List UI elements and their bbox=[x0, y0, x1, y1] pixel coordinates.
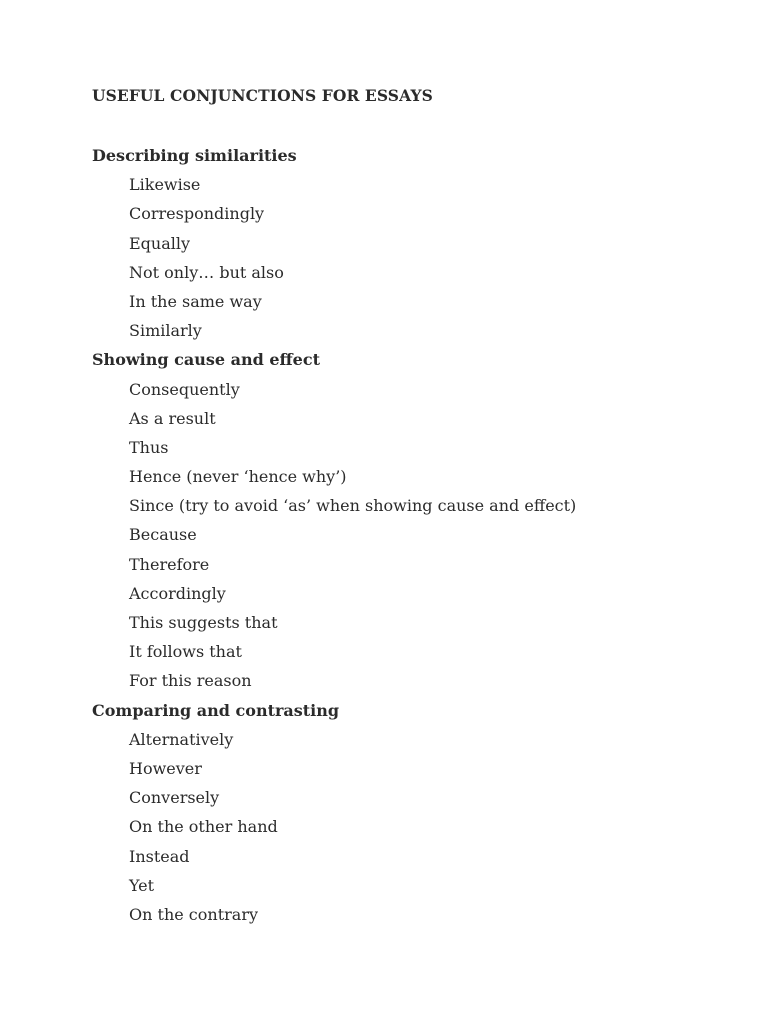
list-item: However bbox=[129, 758, 202, 778]
list-item: Similarly bbox=[129, 321, 202, 341]
list-item: Hence (never ‘hence why’) bbox=[129, 467, 347, 487]
list-item: For this reason bbox=[129, 671, 252, 691]
list-item: Since (try to avoid ‘as’ when showing cause and effect) bbox=[129, 496, 577, 516]
list-item: This suggests that bbox=[129, 613, 278, 632]
conjunction-sections bbox=[92, 141, 732, 929]
list-item: Likewise bbox=[129, 175, 201, 195]
list-item: Correspondingly bbox=[129, 204, 265, 224]
list-item: Accordingly bbox=[129, 583, 226, 603]
list-item: Because bbox=[129, 525, 197, 545]
list-item: Instead bbox=[129, 846, 190, 866]
list-item: As a result bbox=[129, 408, 216, 428]
section-comparing-and-contrasting bbox=[92, 696, 732, 930]
list-item: Thus bbox=[129, 437, 169, 457]
list-item: Equally bbox=[129, 233, 191, 253]
list-item: In the same way bbox=[129, 291, 262, 311]
section-heading: Comparing and contrasting bbox=[92, 700, 340, 720]
list-item: It follows that bbox=[129, 642, 242, 662]
list-item: Alternatively bbox=[129, 729, 234, 749]
list-item: On the contrary bbox=[129, 904, 258, 924]
document-title: USEFUL CONJUNCTIONS FOR ESSAYS bbox=[92, 86, 433, 105]
section-heading: Showing cause and effect bbox=[92, 350, 320, 370]
list-item: Not only… but also bbox=[129, 262, 284, 282]
section-showing-cause-and-effect bbox=[92, 345, 732, 695]
section-describing-similarities bbox=[92, 141, 732, 345]
list-item: Therefore bbox=[129, 554, 210, 574]
list-item: Consequently bbox=[129, 379, 240, 399]
list-item: Yet bbox=[129, 875, 155, 895]
list-item: On the other hand bbox=[129, 817, 278, 837]
list-item: Conversely bbox=[129, 788, 220, 808]
section-heading: Describing similarities bbox=[92, 146, 297, 165]
